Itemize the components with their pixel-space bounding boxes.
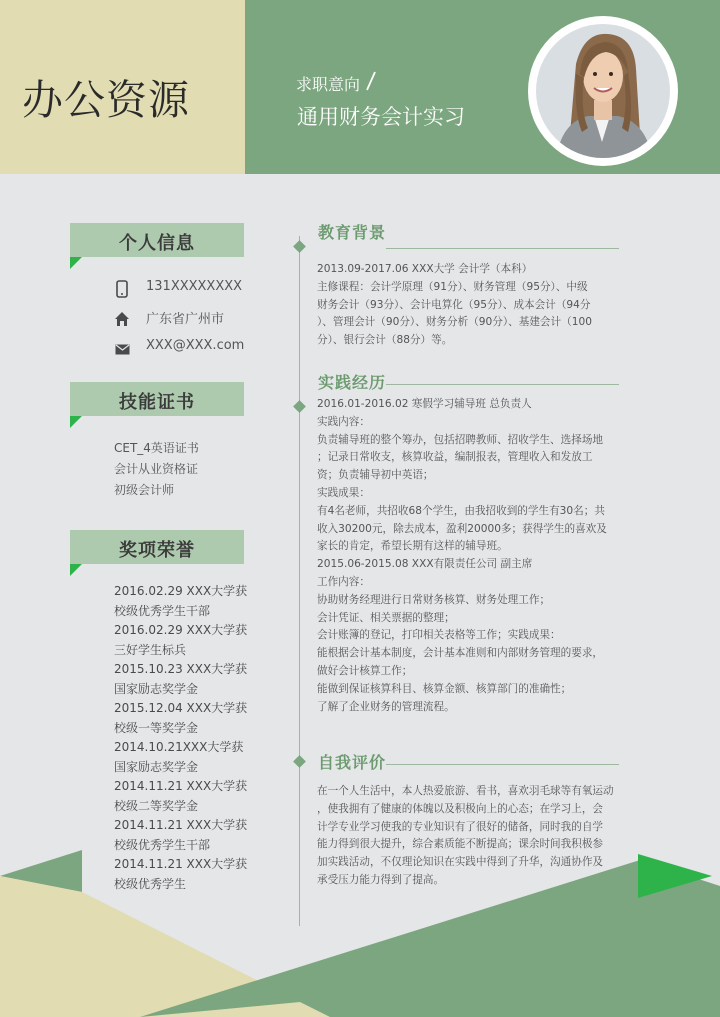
practice-line: 实践成果：	[317, 486, 370, 499]
practice-title: 实践经历	[318, 373, 387, 392]
practice-line: 做好会计核算工作；	[317, 664, 413, 677]
award-line: 2016.02.29 XXX大学获	[114, 584, 248, 598]
self-eval-title: 自我评价	[318, 753, 387, 772]
self-eval-line: 承受压力能力得到了提高。	[317, 873, 445, 886]
award-line: 校级优秀学生干部	[114, 603, 211, 618]
personal-info-title: 个人信息	[119, 233, 195, 254]
slash-decoration	[364, 70, 378, 92]
award-line: 三好学生标兵	[114, 642, 187, 657]
award-line: 2014.11.21 XXX大学获	[114, 818, 248, 832]
education-line: 财务会计（93分）、会计电算化（95分）、成本会计（94分	[317, 298, 591, 311]
practice-body	[317, 396, 617, 716]
practice-line: 会计账簿的登记，打印相关表格等工作；实践成果：	[317, 629, 561, 642]
section-underline	[386, 384, 619, 385]
section-corner-marker	[70, 564, 82, 576]
practice-line: 实践内容：	[317, 415, 370, 428]
logo-text: 办公资源	[22, 76, 190, 124]
award-line: 2016.02.29 XXX大学获	[114, 623, 248, 637]
cert-item: CET_4英语证书	[114, 441, 199, 455]
section-corner-marker	[70, 416, 82, 428]
personal-info-header	[70, 223, 244, 257]
education-line: 主修课程：会计学原理（91分）、财务管理（95分）、中级	[317, 280, 588, 293]
job-intent-label: 求职意向	[296, 75, 361, 94]
self-eval-line: 能力得到很大提升，综合素质能不断提高；课余时间我积极参	[317, 838, 604, 851]
timeline-diamond	[293, 240, 306, 253]
practice-line: 2015.06-2015.08 XXX有限责任公司 副主席	[317, 558, 533, 571]
home-icon	[114, 311, 130, 327]
award-line: 2015.10.23 XXX大学获	[114, 662, 248, 676]
section-underline	[386, 248, 619, 249]
practice-line: ；记录日常收支，核算收益，编制报表，管理收入和发放工	[317, 451, 593, 464]
phone-icon	[115, 280, 129, 298]
self-eval-line: 计学专业学习使我的专业知识有了很好的储备，同时我的自学	[317, 820, 604, 833]
award-line: 2014.11.21 XXX大学获	[114, 779, 248, 793]
practice-line: 家长的肯定，希望长期有这样的辅导班。	[317, 540, 508, 553]
award-line: 校级优秀学生	[114, 876, 187, 891]
email: XXX@XXX.com	[146, 338, 245, 353]
education-line: 2013.09-2017.06 XXX大学 会计学（本科）	[317, 263, 533, 275]
award-line: 校级优秀学生干部	[114, 837, 211, 852]
phone-number: 131XXXXXXXX	[146, 279, 243, 294]
education-title: 教育背景	[318, 223, 387, 242]
self-eval-line: ，使我拥有了健康的体魄以及积极向上的心态；在学习上，会	[317, 802, 604, 815]
award-line: 2014.10.21XXX大学获	[114, 740, 244, 754]
self-eval-line: 在一个人生活中，本人热爱旅游、看书，喜欢羽毛球等有氧运动	[317, 785, 614, 797]
practice-line: 会计凭证、相关票据的整理；	[317, 611, 455, 624]
award-line: 校级二等奖学金	[114, 798, 199, 813]
practice-line: 资；负责辅导初中英语；	[317, 469, 434, 482]
address: 广东省广州市	[146, 312, 225, 327]
awards-header	[70, 530, 244, 564]
practice-line: 工作内容：	[317, 575, 370, 588]
award-line: 国家励志奖学金	[114, 681, 199, 696]
footer-decoration	[0, 820, 720, 1017]
timeline-diamond	[293, 400, 306, 413]
practice-line: 有4名老师，共招收68个学生，由我招收到的学生有30名；共	[317, 504, 605, 517]
education-line: 分）、银行会计（88分）等。	[317, 334, 453, 347]
section-underline	[386, 764, 619, 765]
awards-title: 奖项荣誉	[119, 540, 195, 561]
self-eval-line: 加实践活动，不仅理论知识在实践中得到了升华，沟通协作及	[317, 856, 604, 869]
practice-line: 能根据会计基本制度，会计基本准则和内部财务管理的要求，	[317, 647, 604, 660]
award-line: 校级一等奖学金	[114, 720, 199, 735]
timeline-diamond	[293, 755, 306, 768]
skills-title: 技能证书	[119, 392, 195, 413]
education-line: ）、管理会计（90分）、财务分析（90分）、基建会计（100	[317, 316, 592, 329]
award-line: 2014.11.21 XXX大学获	[114, 857, 248, 871]
practice-line: 能做到保证核算科目、核算金额、核算部门的准确性；	[317, 682, 572, 695]
profile-photo	[536, 24, 670, 158]
job-intent-value: 通用财务会计实习	[297, 105, 465, 129]
award-line: 2015.12.04 XXX大学获	[114, 701, 248, 715]
practice-line: 协助财务经理进行日常财务核算、财务处理工作；	[317, 593, 551, 606]
practice-line: 了解了企业财务的管理流程。	[317, 700, 455, 713]
practice-line: 收入30200元，除去成本，盈利20000多；获得学生的喜欢及	[317, 522, 607, 535]
skills-header	[70, 382, 244, 416]
award-line: 国家励志奖学金	[114, 759, 199, 774]
section-corner-marker	[70, 257, 82, 269]
cert-item: 初级会计师	[114, 483, 175, 497]
education-body	[317, 261, 617, 350]
cert-item: 会计从业资格证	[114, 462, 199, 476]
mail-icon	[115, 344, 130, 355]
practice-line: 2016.01-2016.02 寒假学习辅导班 总负责人	[317, 398, 532, 410]
practice-line: 负责辅导班的整个筹办，包括招聘教师、招收学生、选择场地	[317, 433, 604, 446]
